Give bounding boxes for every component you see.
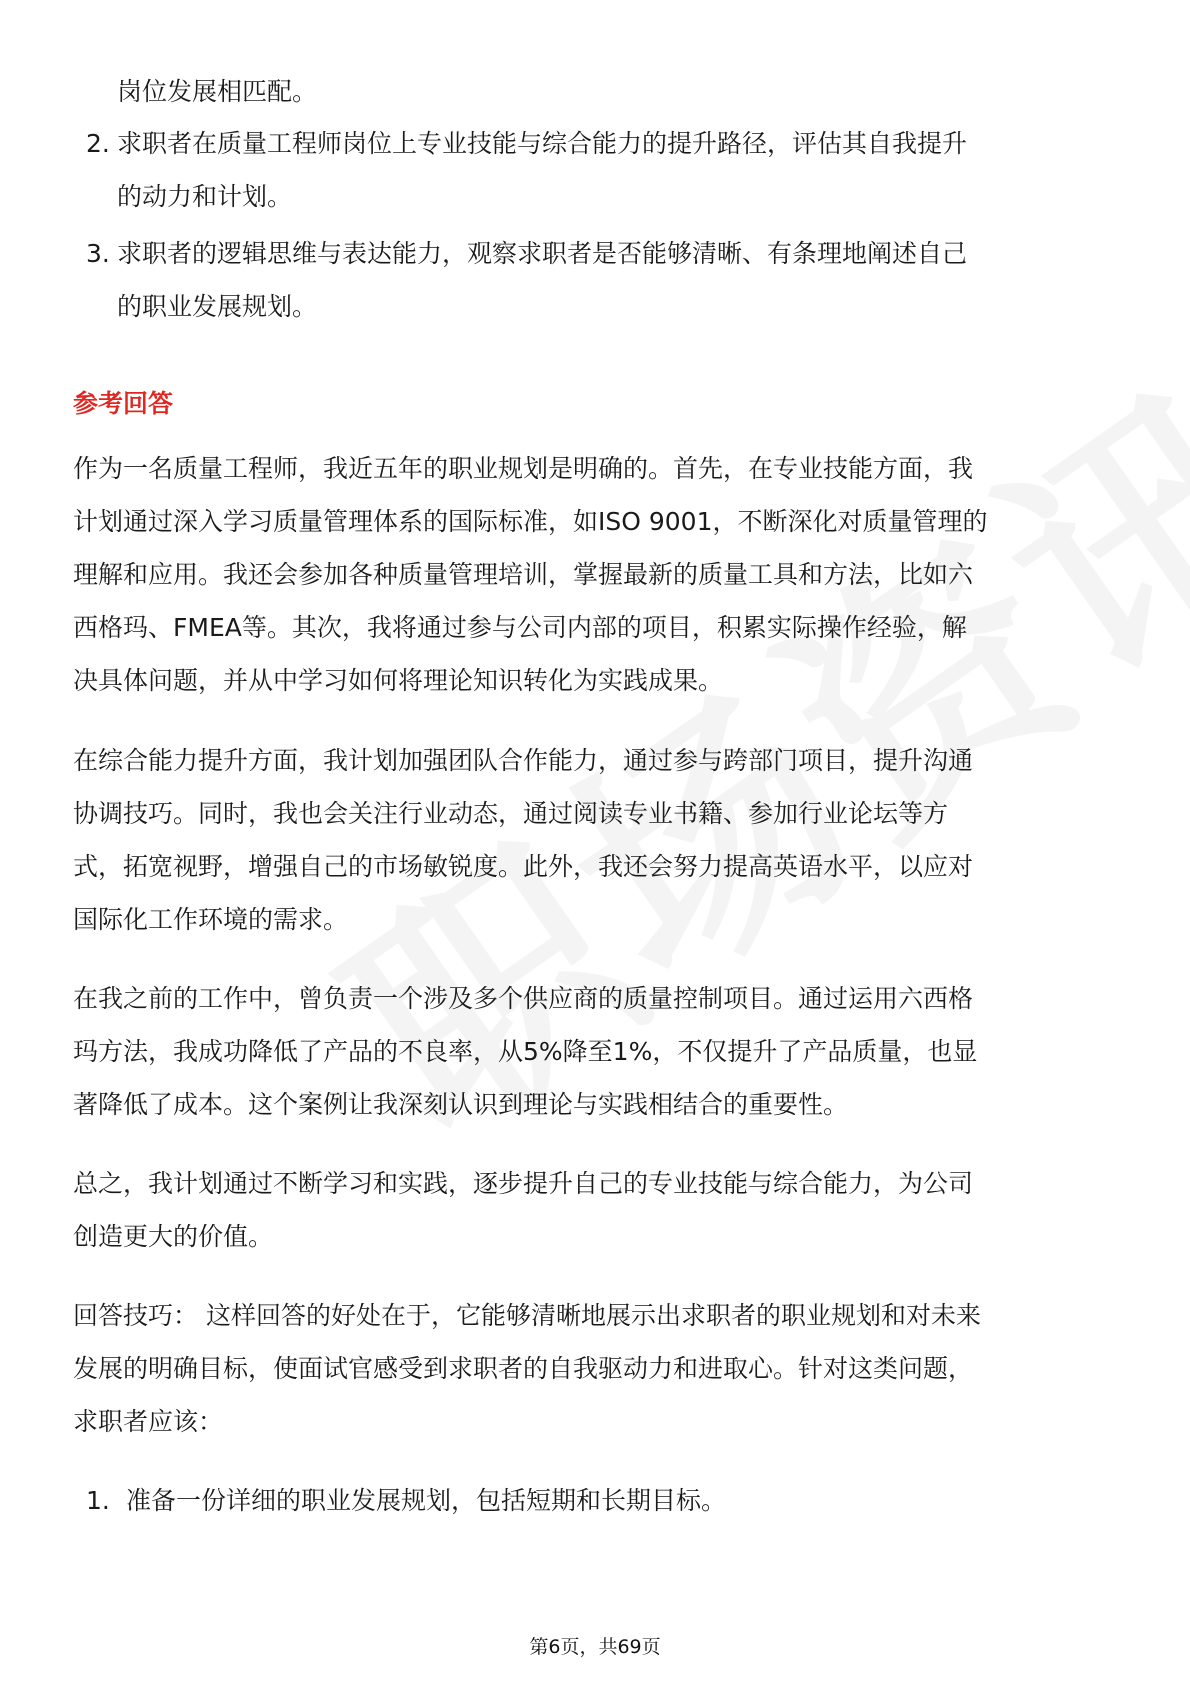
paragraph-line: 著降低了成本。这个案例让我深刻认识到理论与实践相结合的重要性。 xyxy=(73,1090,849,1119)
list-item-1-line-1: 岗位发展相匹配。 xyxy=(117,77,318,106)
paragraph-line: 决具体问题，并从中学习如何将理论知识转化为实践成果。 xyxy=(73,666,724,695)
paragraph-line: 总之，我计划通过不断学习和实践，逐步提升自己的专业技能与综合能力，为公司 xyxy=(73,1169,974,1198)
list-item-2-number: 2. xyxy=(86,129,110,158)
list-item-1-text: 准备一份详细的职业发展规划，包括短期和长期目标。 xyxy=(126,1486,727,1515)
list-item-3-line-2: 的职业发展规划。 xyxy=(117,292,318,321)
section-heading: 参考回答 xyxy=(73,389,174,418)
paragraph-line: 协调技巧。同时，我也会关注行业动态，通过阅读专业书籍、参加行业论坛等方 xyxy=(73,799,949,828)
paragraph-line: 式，拓宽视野，增强自己的市场敏锐度。此外，我还会努力提高英语水平，以应对 xyxy=(73,852,974,881)
list-item-3-number: 3. xyxy=(86,239,110,268)
paragraph-line: 发展的明确目标，使面试官感受到求职者的自我驱动力和进取心。针对这类问题， xyxy=(73,1354,974,1383)
paragraph-line: 在我之前的工作中，曾负责一个涉及多个供应商的质量控制项目。通过运用六西格 xyxy=(73,984,974,1013)
paragraph-line: 国际化工作环境的需求。 xyxy=(73,905,349,934)
list-item-1-number: 1. xyxy=(86,1486,110,1515)
list-item-2-line-1: 求职者在质量工程师岗位上专业技能与综合能力的提升路径，评估其自我提升 xyxy=(117,129,968,158)
list-item-2-line-2: 的动力和计划。 xyxy=(117,182,293,211)
paragraph-line: 求职者应该： xyxy=(73,1407,224,1436)
paragraph-line: 玛方法，我成功降低了产品的不良率，从5%降至1%，不仅提升了产品质量，也显 xyxy=(73,1037,978,1066)
list-item-3-line-1: 求职者的逻辑思维与表达能力，观察求职者是否能够清晰、有条理地阐述自己 xyxy=(117,239,968,268)
paragraph-line: 计划通过深入学习质量管理体系的国际标准，如ISO 9001，不断深化对质量管理的 xyxy=(73,507,988,536)
paragraph-line: 理解和应用。我还会参加各种质量管理培训，掌握最新的质量工具和方法，比如六 xyxy=(73,560,974,589)
paragraph-line: 在综合能力提升方面，我计划加强团队合作能力，通过参与跨部门项目，提升沟通 xyxy=(73,746,974,775)
paragraph-line: 作为一名质量工程师，我近五年的职业规划是明确的。首先，在专业技能方面，我 xyxy=(73,454,974,483)
paragraph-line: 回答技巧： 这样回答的好处在于，它能够清晰地展示出求职者的职业规划和对未来 xyxy=(73,1301,981,1330)
page-number-footer: 第6页，共69页 xyxy=(529,1636,661,1658)
paragraph-line: 创造更大的价值。 xyxy=(73,1222,274,1251)
paragraph-line: 西格玛、FMEA等。其次，我将通过参与公司内部的项目，积累实际操作经验，解 xyxy=(73,613,967,642)
